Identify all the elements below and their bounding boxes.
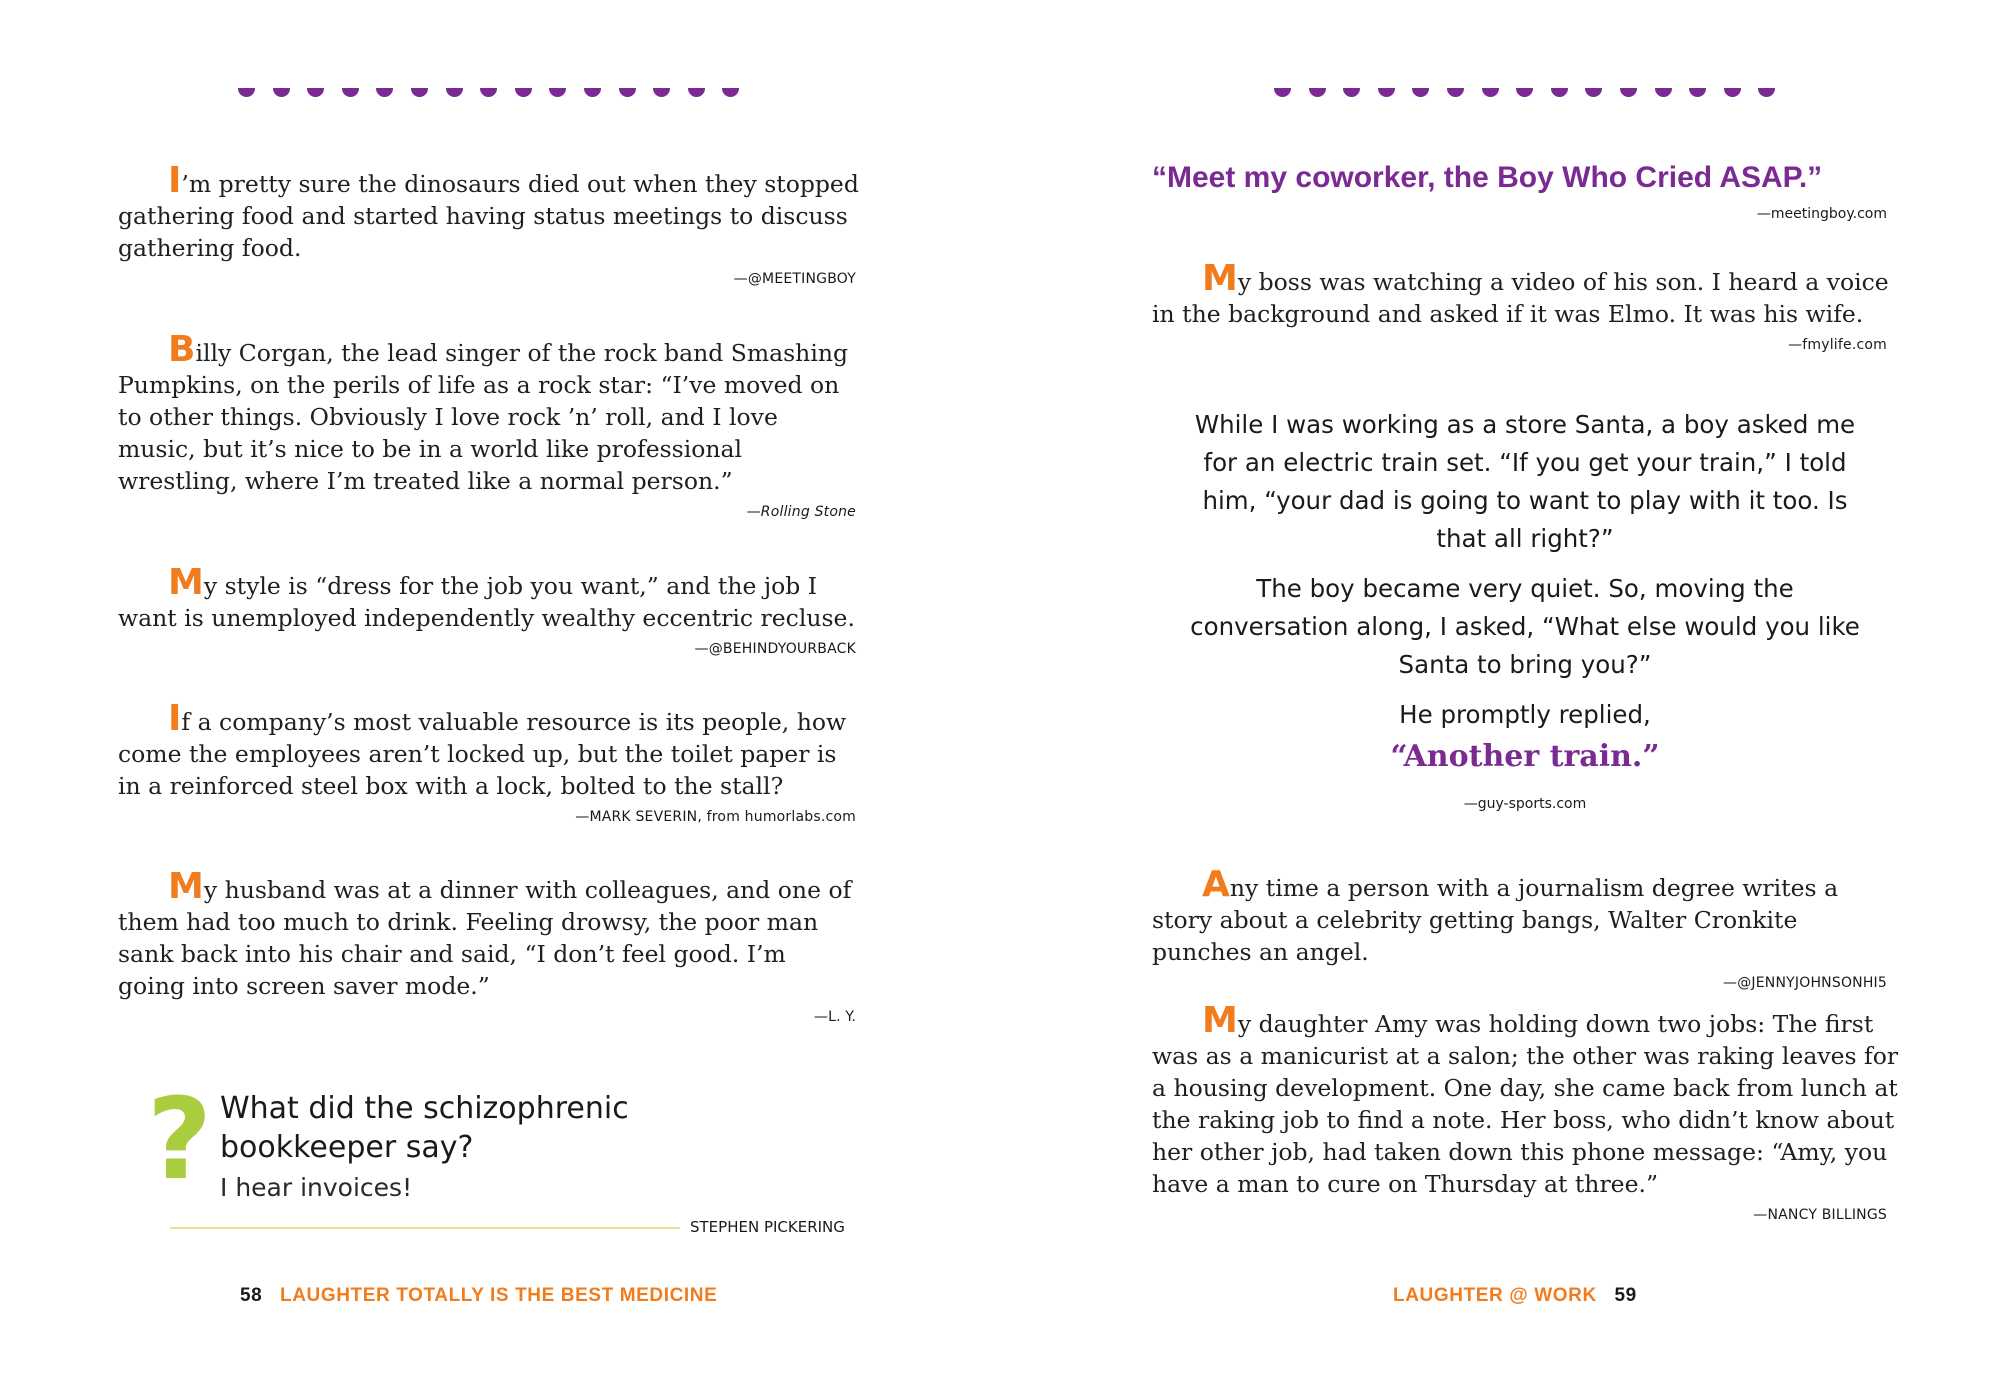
joke-text: y husband was at a dinner with colleagues, and one of them had too much to drink. Feeling drowsy, the poor man sank back into his chair and said, “I don’t feel good. I’m going into screen saver mode.” — [118, 876, 852, 1000]
page-number: 59 — [1614, 1285, 1637, 1306]
santa-paragraph-2: The boy became very quiet. So, moving the conversation along, I asked, “What else would you like Santa to bring you?” — [1190, 574, 1860, 679]
running-title: LAUGHTER TOTALLY IS THE BEST MEDICINE — [279, 1285, 718, 1306]
riddle-divider — [170, 1227, 680, 1229]
riddle-attribution: STEPHEN PICKERING — [690, 1218, 845, 1236]
riddle-answer: I hear invoices! — [220, 1173, 413, 1202]
joke-text: ’m pretty sure the dinosaurs died out when they stopped gathering food and started having status meetings to discuss gathering food. — [118, 170, 859, 262]
joke-attribution: —L. Y. — [813, 1009, 856, 1025]
joke-attribution: —@JENNYJOHNSONHI5 — [1723, 975, 1887, 991]
page-footer — [1393, 1285, 1637, 1307]
joke-toilet-paper — [118, 698, 860, 826]
joke-text: y style is “dress for the job you want,” and the job I want is unemployed independently wealthy eccentric recluse. — [118, 572, 855, 632]
joke-dress-style — [118, 562, 860, 658]
decorative-dot-border — [238, 88, 757, 97]
joke-text: f a company’s most valuable resource is its people, how come the employees aren’t locked up, but the toilet paper is in a reinforced steel box with a lock, bolted to the stall? — [118, 708, 847, 800]
question-mark-icon: ? — [147, 1075, 212, 1205]
drop-cap: B — [168, 329, 196, 370]
joke-attribution: —@MEETINGBOY — [733, 271, 856, 287]
running-title: LAUGHTER @ WORK — [1393, 1285, 1597, 1306]
joke-attribution: —MARK SEVERIN, from humorlabs.com — [575, 809, 856, 825]
joke-dinosaurs — [118, 160, 860, 288]
santa-story — [1180, 406, 1870, 788]
drop-cap: M — [168, 562, 204, 603]
drop-cap: M — [1202, 1000, 1238, 1041]
joke-billy-corgan — [118, 329, 860, 521]
joke-text: y daughter Amy was holding down two jobs: The first was as a manicurist at a salon; the other was raking leaves for a housing development. One day, she came back from lunch at the raking job to find a note. Her boss, who didn’t know about her other job, had taken down this phone message: “Amy, you have a man to cure on Thursday at three.” — [1152, 1010, 1899, 1198]
santa-attribution: —guy-sports.com — [1463, 796, 1587, 812]
drop-cap: I — [168, 160, 182, 201]
drop-cap: I — [168, 698, 182, 739]
joke-journalism — [1152, 864, 1900, 992]
page-footer — [240, 1285, 717, 1307]
drop-cap: A — [1202, 864, 1230, 905]
joke-text: y boss was watching a video of his son. I heard a voice in the background and asked if it was Elmo. It was his wife. — [1152, 268, 1889, 328]
page-number: 58 — [240, 1285, 263, 1306]
santa-paragraph-1: While I was working as a store Santa, a boy asked me for an electric train set. “If you get your train,” I told him, “your dad is going to want to play with it too. Is that all right?” — [1194, 410, 1856, 553]
joke-manicurist — [1152, 1000, 1900, 1224]
right-page — [1000, 0, 2000, 1381]
joke-elmo — [1152, 258, 1900, 354]
decorative-dot-border — [1274, 88, 1793, 97]
headline-attribution: —meetingboy.com — [1756, 206, 1887, 222]
pull-quote-headline: “Meet my coworker, the Boy Who Cried ASAP.” — [1152, 161, 1823, 194]
joke-text: ny time a person with a journalism degree writes a story about a celebrity getting bangs, Walter Cronkite punches an angel. — [1152, 874, 1839, 966]
santa-paragraph-3: He promptly replied, — [1399, 700, 1651, 729]
joke-attribution: —fmylife.com — [1788, 337, 1887, 353]
joke-screen-saver — [118, 866, 860, 1026]
joke-attribution: —NANCY BILLINGS — [1753, 1207, 1887, 1223]
santa-punchline: “Another train.” — [1390, 739, 1660, 774]
joke-attribution: —Rolling Stone — [746, 504, 856, 520]
joke-attribution: —@BEHINDYOURBACK — [694, 641, 856, 657]
drop-cap: M — [1202, 258, 1238, 299]
riddle-question: What did the schizophrenic bookkeeper say? — [220, 1091, 629, 1165]
joke-text: illy Corgan, the lead singer of the rock band Smashing Pumpkins, on the perils of life as a rock star: “I’ve moved on to other things. Obviously I love rock ’n’ roll, and I love music, but it’s nice to be in a world like professional wrestling, where I’m treated like a normal person.” — [118, 339, 849, 495]
drop-cap: M — [168, 866, 204, 907]
